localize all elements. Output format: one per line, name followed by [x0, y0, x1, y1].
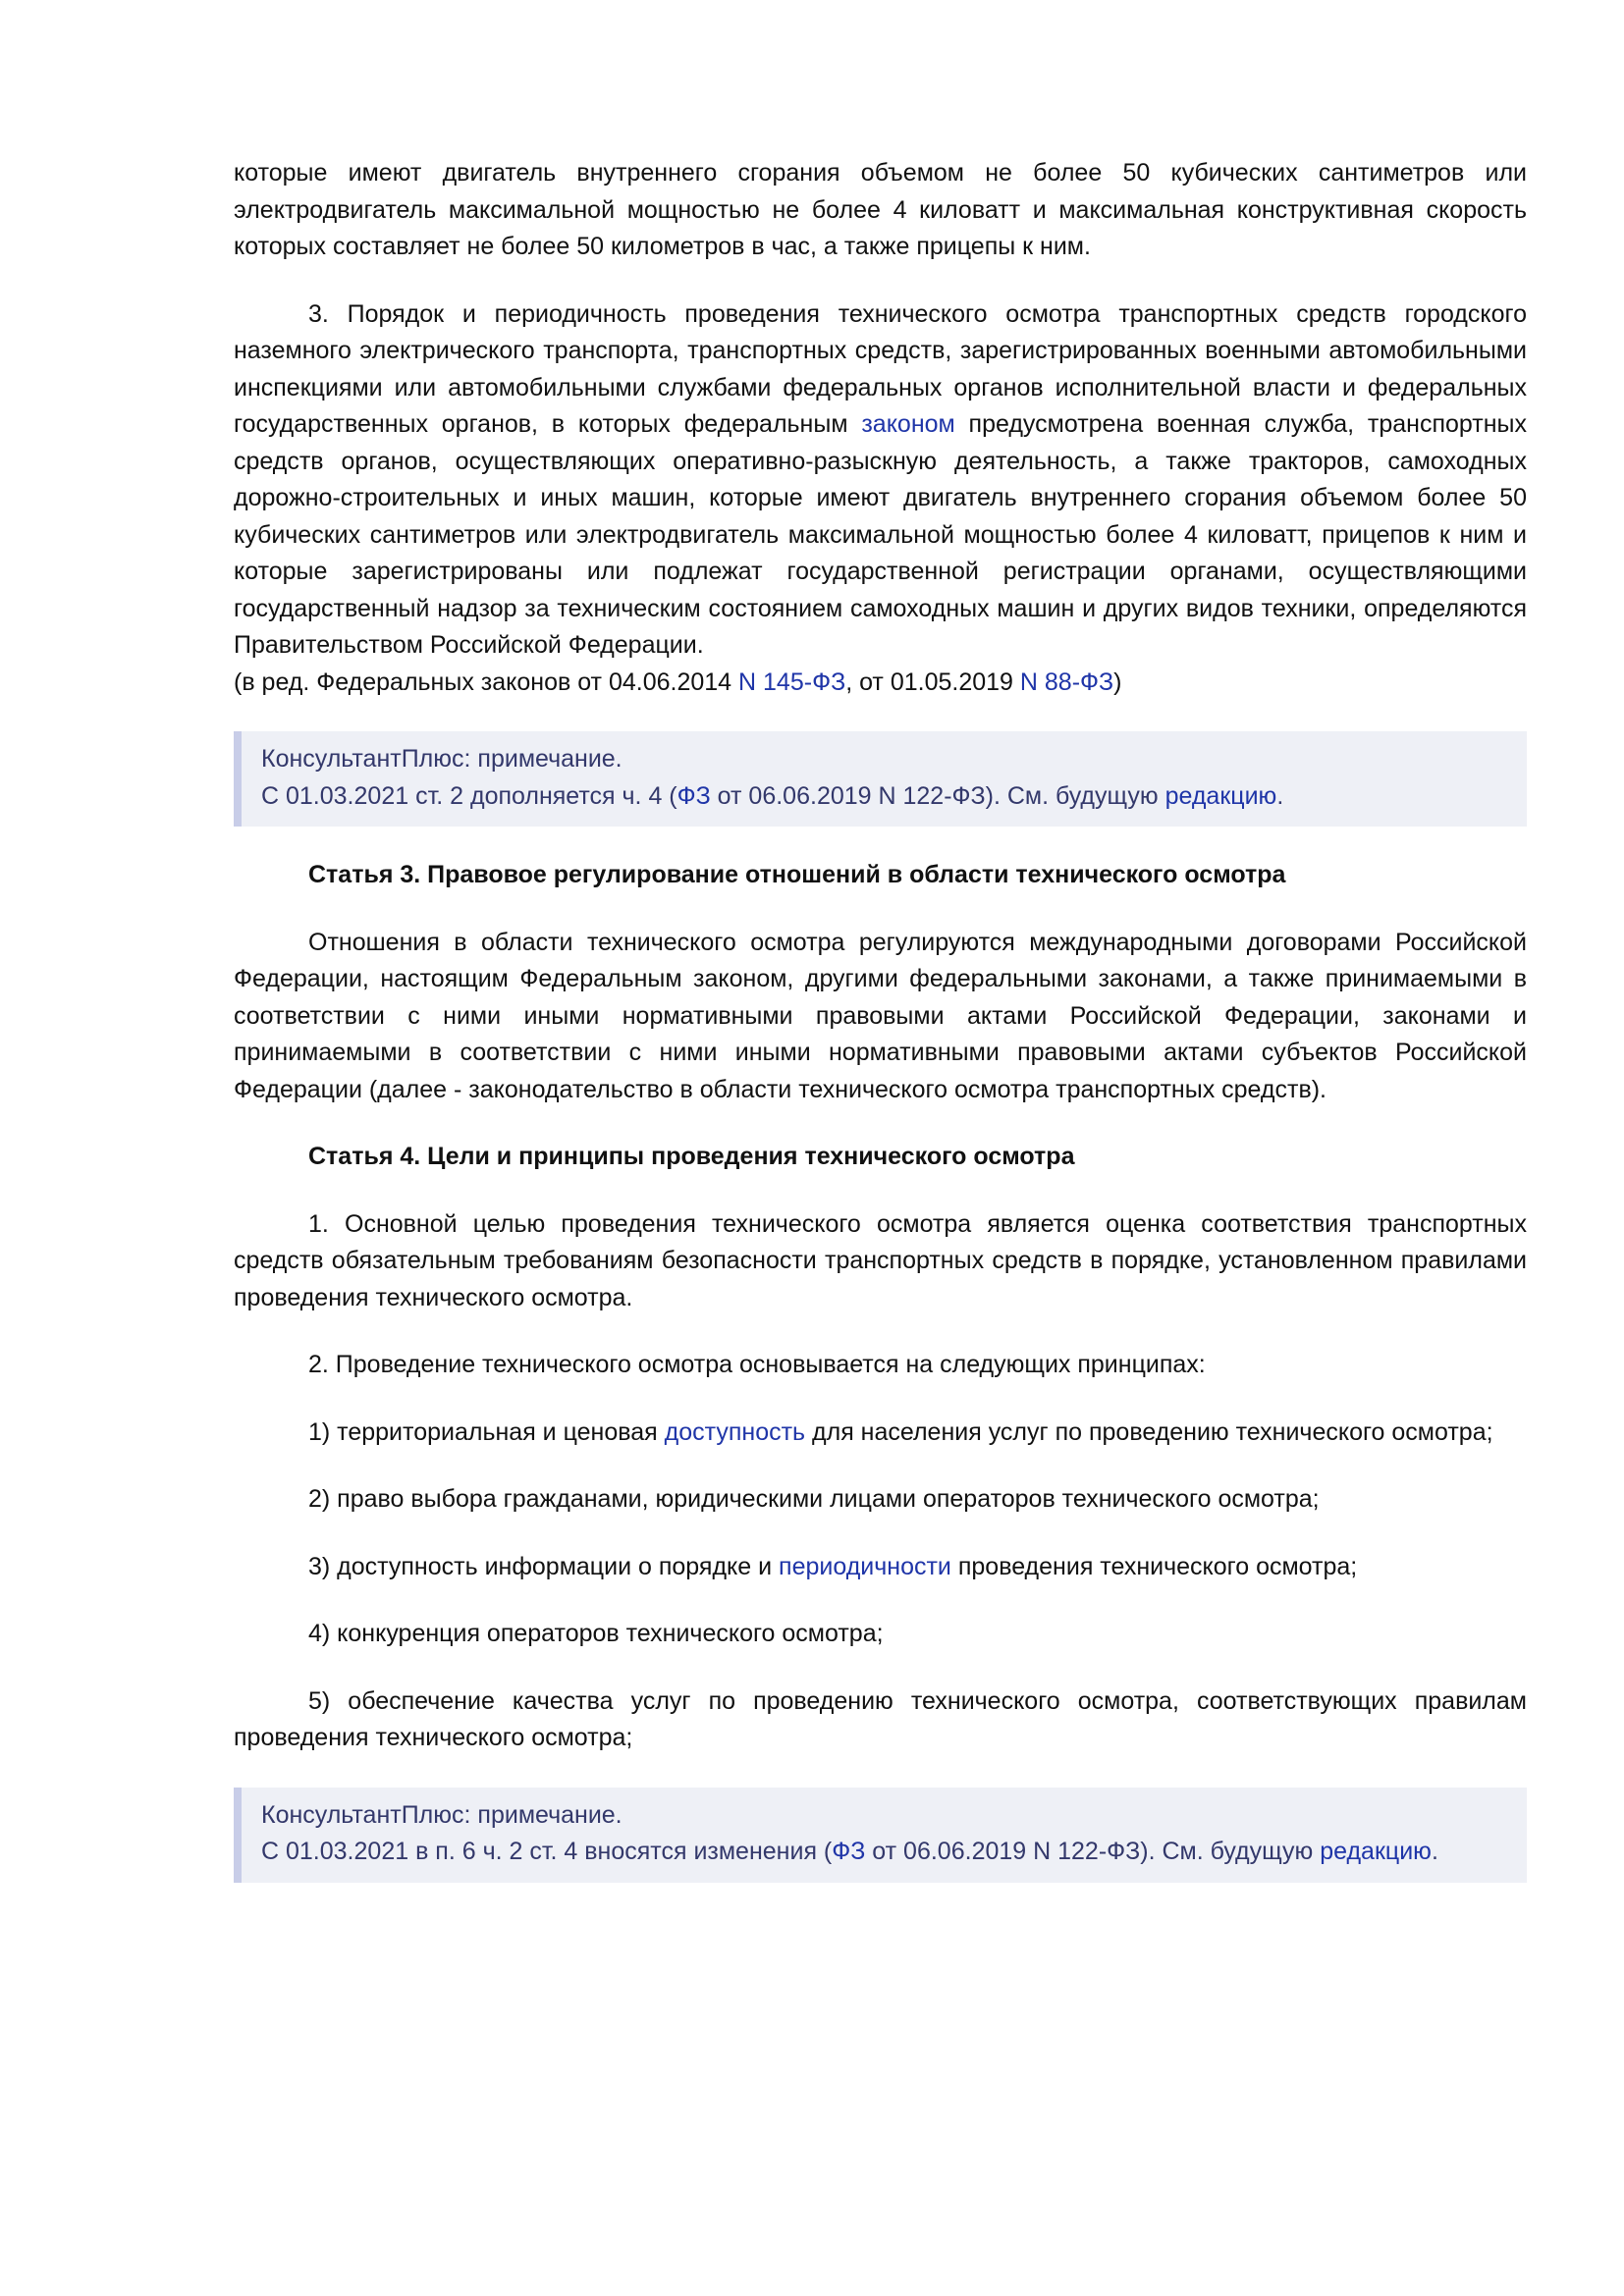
note-1-body [261, 778, 1507, 816]
article-4-item-4: 4) конкуренция операторов технического осмотра; [308, 1620, 884, 1647]
note-2-link-fz[interactable]: ФЗ [832, 1838, 866, 1865]
spacer [234, 894, 1527, 925]
note-1-text-c: . [1276, 781, 1284, 810]
spacer [234, 827, 1527, 857]
note-1-text-b: от 06.06.2019 N 122-ФЗ). См. будущую [710, 781, 1165, 810]
paragraph-3-text-b: предусмотрена военная служба, транспортных средств органов, осуществляющих оперативно-разыскную деятельность, а также тракторов, самоходных дорожно-строительных и иных машин, которые имеют двигатель внутреннего сгорания объемом более 50 кубических сантиметров или электродвигатель максимальной мощностью более 4 киловатт, прицепов к ним и которые зарегистрированы или подлежат государственной регистрации органами, осуществляющими государственный надзор за техническим состоянием самоходных машин и других видов техники, определяются Правительством Российской Федерации. [234, 410, 1527, 659]
article-4-item-5: 5) обеспечение качества услуг по проведению технического осмотра, соответствующих правилам проведения технического осмотра; [234, 1686, 1527, 1751]
spacer [234, 1176, 1527, 1206]
paragraph-3 [234, 296, 1527, 665]
spacer [234, 1108, 1527, 1139]
note-1-title: КонсультантПлюс: примечание. [261, 745, 623, 773]
amendment-note [234, 665, 1527, 702]
article-4-item-1 [234, 1415, 1527, 1452]
article-4-item-3 [234, 1549, 1527, 1586]
article-4-heading: Статья 4. Цели и принципы проведения технического осмотра [308, 1143, 1075, 1170]
note-1-text-a: С 01.03.2021 ст. 2 дополняется ч. 4 ( [261, 781, 677, 810]
spacer [234, 1519, 1527, 1549]
consultant-note-1 [234, 731, 1527, 827]
note-1-link-fz[interactable]: ФЗ [677, 781, 711, 810]
note-2-body [261, 1834, 1507, 1871]
note-1-link-redaction[interactable]: редакцию [1164, 781, 1277, 810]
spacer [234, 1451, 1527, 1481]
note-2-title: КонсультантПлюс: примечание. [261, 1800, 623, 1829]
spacer [234, 701, 1527, 731]
spacer [234, 266, 1527, 296]
article-3-heading: Статья 3. Правовое регулирование отношений в области технического осмотра [308, 861, 1286, 888]
amendment-mid: , от 01.05.2019 [845, 667, 1020, 696]
spacer [234, 1653, 1527, 1683]
link-145-fz[interactable]: N 145-ФЗ [738, 667, 846, 696]
link-88-fz[interactable]: N 88-ФЗ [1019, 667, 1114, 696]
item-3-text-a: 3) доступность информации о порядке и [308, 1552, 780, 1580]
amendment-pre: (в ред. Федеральных законов от 04.06.2014 [234, 667, 739, 696]
spacer [234, 1384, 1527, 1415]
link-dostupnost[interactable]: доступность [664, 1417, 806, 1446]
item-1-text-a: 1) территориальная и ценовая [308, 1417, 665, 1446]
link-periodichnost[interactable]: периодичности [779, 1552, 951, 1580]
item-1-text-b: для населения услуг по проведению технического осмотра; [805, 1417, 1493, 1446]
spacer [234, 1316, 1527, 1347]
article-3-text: Отношения в области технического осмотра регулируются международными договорами Российской Федерации, настоящим Федеральным законом, другими федеральными законами, а также принимаемыми в соответствии с ними иными нормативными правовыми актами Российской Федерации, законами и принимаемыми в соответствии с ними иными нормативными правовыми актами субъектов Российской Федерации (далее - законодательство в области технического осмотра транспортных средств). [234, 928, 1527, 1103]
note-2-text-c: . [1431, 1838, 1438, 1865]
paragraph-3-text-a: 3. Порядок и периодичность проведения технического осмотра транспортных средств городского наземного электрического транспорта, транспортных средств, зарегистрированных военными автомобильными инспекциями или автомобильными службами федеральных органов исполнительной власти и федеральных государственных органов, в которых федеральным [234, 299, 1527, 438]
paragraph-continuation: которые имеют двигатель внутреннего сгорания объемом не более 50 кубических сантиметров или электродвигатель максимальной мощностью не более 4 киловатт и максимальная конструктивная скорость которых составляет не более 50 километров в час, а также прицепы к ним. [234, 159, 1527, 260]
amendment-post: ) [1113, 667, 1122, 696]
link-zakon[interactable]: законом [861, 410, 955, 438]
consultant-note-2 [234, 1788, 1527, 1883]
note-2-link-redaction[interactable]: редакцию [1320, 1838, 1432, 1865]
spacer [234, 1585, 1527, 1616]
article-4-paragraph-2: 2. Проведение технического осмотра основывается на следующих принципах: [308, 1351, 1206, 1378]
article-4-item-2: 2) право выбора гражданами, юридическими лицами операторов технического осмотра; [308, 1485, 1320, 1513]
note-2-text-b: от 06.06.2019 N 122-ФЗ). См. будущую [865, 1838, 1321, 1865]
spacer [234, 1757, 1527, 1788]
article-4-paragraph-1: 1. Основной целью проведения технического осмотра является оценка соответствия транспортных средств обязательным требованиям безопасности транспортных средств в порядке, установленном правилами проведения технического осмотра. [234, 1209, 1527, 1311]
item-3-text-b: проведения технического осмотра; [950, 1552, 1358, 1580]
note-2-text-a: С 01.03.2021 в п. 6 ч. 2 ст. 4 вносятся изменения ( [261, 1838, 833, 1865]
